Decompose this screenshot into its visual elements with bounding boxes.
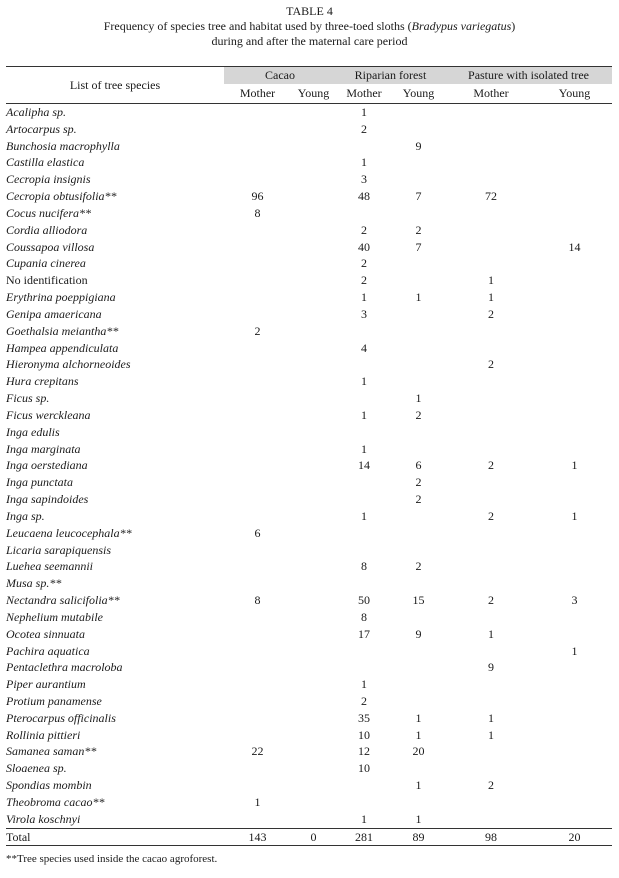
table-caption-line-2: during and after the maternal care period <box>211 34 408 48</box>
count-cell: 15 <box>412 593 425 608</box>
species-name-cell: Cecropia insignis <box>6 172 91 187</box>
count-cell: 1 <box>415 811 422 826</box>
count-cell: 1 <box>488 626 494 641</box>
species-name-cell: Pentaclethra macroloba <box>6 660 123 675</box>
total-cell: 89 <box>412 829 425 844</box>
species-name-cell: Protium panamense <box>6 693 102 708</box>
table-row <box>6 811 612 828</box>
count-cell: 2 <box>415 559 422 574</box>
species-name-cell: Cecropia obtusifolia** <box>6 189 117 204</box>
species-name-cell: Pachira aquatica <box>6 643 90 658</box>
count-cell: 8 <box>254 593 261 608</box>
species-name-cell: Ficus sp. <box>6 391 50 406</box>
table-row <box>6 542 612 559</box>
table-row <box>6 609 612 626</box>
count-cell: 96 <box>251 189 264 204</box>
species-name-cell: Musa sp.** <box>6 576 62 591</box>
table-row <box>6 205 612 222</box>
species-name-cell: Acalipha sp. <box>6 105 66 119</box>
table-row <box>6 508 612 525</box>
subheader-cacao-young: Young <box>297 86 330 100</box>
group-header-riparian-forest: Riparian forest <box>354 68 427 82</box>
caption-species-name: Bradypus variegatus <box>411 19 512 33</box>
species-name-cell: Bunchosia macrophylla <box>6 138 120 153</box>
subheader-pasture-mother: Mother <box>473 86 509 100</box>
table-caption-line-1 <box>0 19 619 34</box>
table-row <box>6 676 612 693</box>
table-row <box>6 727 612 744</box>
species-name-cell: Piper aurantium <box>6 677 86 692</box>
total-cell: 98 <box>485 829 497 844</box>
count-cell: 14 <box>568 239 581 254</box>
table-row <box>6 626 612 643</box>
total-cell: 281 <box>355 829 373 844</box>
count-cell: 35 <box>358 710 370 725</box>
count-cell: 1 <box>361 290 367 305</box>
count-cell: 3 <box>361 306 367 321</box>
species-name-cell: Erythrina poeppigiana <box>6 290 116 305</box>
count-cell: 1 <box>488 273 494 288</box>
count-cell: 2 <box>415 407 422 422</box>
species-name-cell: Cupania cinerea <box>6 256 86 271</box>
count-cell: 9 <box>488 660 494 675</box>
count-cell: 40 <box>358 239 370 254</box>
species-name-cell: Inga sp. <box>6 508 45 523</box>
species-name-cell: Hampea appendiculata <box>6 340 119 355</box>
table-row <box>6 340 612 357</box>
count-cell: 1 <box>571 643 578 658</box>
table-row <box>6 474 612 491</box>
count-cell: 2 <box>361 222 367 237</box>
count-cell: 3 <box>361 172 367 187</box>
count-cell: 20 <box>412 744 425 759</box>
count-cell: 1 <box>361 155 367 170</box>
species-name-cell: No identification <box>6 273 88 288</box>
table-row <box>6 575 612 592</box>
count-cell: 1 <box>415 391 422 406</box>
count-cell: 2 <box>488 593 494 608</box>
species-name-cell: Theobroma cacao** <box>6 794 105 809</box>
table-row <box>6 407 612 424</box>
count-cell: 6 <box>254 525 261 540</box>
table-row <box>6 171 612 188</box>
count-cell: 1 <box>571 508 578 523</box>
table-row <box>6 592 612 609</box>
count-cell: 1 <box>361 811 367 826</box>
count-cell: 2 <box>361 273 367 288</box>
count-cell: 1 <box>488 727 494 742</box>
species-name-cell: Artocarpus sp. <box>6 121 77 136</box>
species-name-cell: Ficus werckleana <box>6 407 91 422</box>
count-cell: 1 <box>361 677 367 692</box>
table-row <box>6 138 612 155</box>
species-name-cell: Pterocarpus officinalis <box>6 710 116 725</box>
species-name-cell: Luehea seemannii <box>6 559 93 574</box>
count-cell: 8 <box>361 609 367 624</box>
species-name-cell: Ocotea sinnuata <box>6 626 85 641</box>
count-cell: 1 <box>415 778 422 793</box>
table-row <box>6 323 612 340</box>
group-header-cacao: Cacao <box>265 68 295 82</box>
table-row <box>6 306 612 323</box>
table-row <box>6 491 612 508</box>
count-cell: 50 <box>358 593 370 608</box>
total-cell: 20 <box>568 829 581 844</box>
table-row <box>6 390 612 407</box>
count-cell: 2 <box>415 475 422 490</box>
count-cell: 2 <box>361 121 367 136</box>
species-name-cell: Licaria sarapiquensis <box>6 542 112 557</box>
count-cell: 7 <box>415 189 422 204</box>
count-cell: 1 <box>488 290 494 305</box>
total-cell: 143 <box>248 829 267 844</box>
total-label: Total <box>6 829 31 844</box>
subheader-pasture-young: Young <box>558 86 591 100</box>
species-name-cell: Nectandra salicifolia** <box>6 593 120 608</box>
table-row <box>6 457 612 474</box>
count-cell: 2 <box>415 492 422 507</box>
count-cell: 1 <box>361 374 367 389</box>
species-name-cell: Inga oerstediana <box>6 458 88 473</box>
table-row <box>6 710 612 727</box>
count-cell: 1 <box>361 105 367 119</box>
species-name-cell: Inga punctata <box>6 475 73 490</box>
table-footnote: **Tree species used inside the cacao agroforest. <box>6 853 218 865</box>
table-row <box>6 659 612 676</box>
count-cell: 48 <box>358 189 370 204</box>
table-row <box>6 222 612 239</box>
species-name-cell: Goethalsia meiantha** <box>6 323 119 338</box>
count-cell: 1 <box>415 727 422 742</box>
species-name-cell: Nephelium mutabile <box>6 609 103 624</box>
count-cell: 1 <box>254 794 261 809</box>
count-cell: 2 <box>361 256 367 271</box>
count-cell: 1 <box>488 710 494 725</box>
count-cell: 17 <box>358 626 370 641</box>
table-row <box>6 777 612 794</box>
count-cell: 1 <box>415 290 422 305</box>
table-row <box>6 272 612 289</box>
table-row <box>6 424 612 441</box>
count-cell: 1 <box>361 407 367 422</box>
total-row <box>6 828 612 847</box>
data-table <box>6 66 612 846</box>
subheader-riparian-young: Young <box>402 86 435 100</box>
caption-text-end: ) <box>511 19 516 33</box>
table-row <box>6 239 612 256</box>
subheader-riparian-mother: Mother <box>346 86 382 100</box>
count-cell: 2 <box>361 693 367 708</box>
count-cell: 10 <box>358 727 370 742</box>
table-row <box>6 558 612 575</box>
count-cell: 7 <box>415 239 422 254</box>
species-name-cell: Sloaenea sp. <box>6 761 67 776</box>
count-cell: 6 <box>415 458 422 473</box>
group-header-pasture: Pasture with isolated tree <box>468 68 589 82</box>
subheader-cacao-mother: Mother <box>239 86 276 100</box>
table-row <box>6 373 612 390</box>
count-cell: 9 <box>415 626 422 641</box>
count-cell: 10 <box>358 761 370 776</box>
count-cell: 2 <box>488 508 494 523</box>
species-name-cell: Virola koschnyi <box>6 811 81 826</box>
count-cell: 2 <box>415 222 422 237</box>
count-cell: 8 <box>254 205 261 220</box>
count-cell: 72 <box>485 189 497 204</box>
table-row <box>6 693 612 710</box>
caption-text-start: Frequency of species tree and habitat used by three-toed sloths ( <box>103 19 412 33</box>
table-title: TABLE 4 <box>286 4 333 18</box>
species-name-cell: Cocus nucifera** <box>6 205 91 220</box>
table-row <box>6 643 612 660</box>
table-row <box>6 255 612 272</box>
table-row <box>6 525 612 542</box>
table-row <box>6 441 612 458</box>
species-name-cell: Cordia alliodora <box>6 222 88 237</box>
table-row <box>6 289 612 306</box>
species-name-cell: Hieronyma alchorneoides <box>6 357 131 372</box>
column-header-species: List of tree species <box>69 78 161 92</box>
count-cell: 4 <box>361 340 367 355</box>
table-row <box>6 794 612 811</box>
species-name-cell: Genipa amaericana <box>6 306 102 321</box>
species-name-cell: Inga edulis <box>6 424 60 439</box>
species-name-cell: Hura crepitans <box>6 374 79 389</box>
species-name-cell: Castilla elastica <box>6 155 85 170</box>
count-cell: 14 <box>358 458 370 473</box>
count-cell: 2 <box>488 306 494 321</box>
species-name-cell: Samanea saman** <box>6 744 97 759</box>
table-row <box>6 743 612 760</box>
table-row <box>6 188 612 205</box>
species-name-cell: Leucaena leucocephala** <box>6 525 132 540</box>
species-name-cell: Rollinia pittieri <box>6 727 81 742</box>
count-cell: 2 <box>254 323 261 338</box>
count-cell: 1 <box>571 458 578 473</box>
table-row <box>6 760 612 777</box>
count-cell: 2 <box>488 778 494 793</box>
count-cell: 2 <box>488 458 494 473</box>
count-cell: 3 <box>571 593 578 608</box>
species-name-cell: Inga sapindoides <box>6 492 89 507</box>
count-cell: 2 <box>488 357 494 372</box>
table-body <box>6 104 612 828</box>
total-cell: 0 <box>310 829 317 844</box>
table-row <box>6 154 612 171</box>
table-row <box>6 356 612 373</box>
count-cell: 22 <box>251 744 264 759</box>
count-cell: 9 <box>415 138 422 153</box>
count-cell: 1 <box>415 710 422 725</box>
species-name-cell: Spondias mombin <box>6 778 92 793</box>
species-name-cell: Coussapoa villosa <box>6 239 95 254</box>
count-cell: 12 <box>358 744 370 759</box>
count-cell: 8 <box>361 559 367 574</box>
table-row <box>6 104 612 121</box>
table-row <box>6 121 612 138</box>
count-cell: 1 <box>361 508 367 523</box>
table-header <box>6 66 612 104</box>
species-name-cell: Inga marginata <box>6 441 81 456</box>
count-cell: 1 <box>361 441 367 456</box>
